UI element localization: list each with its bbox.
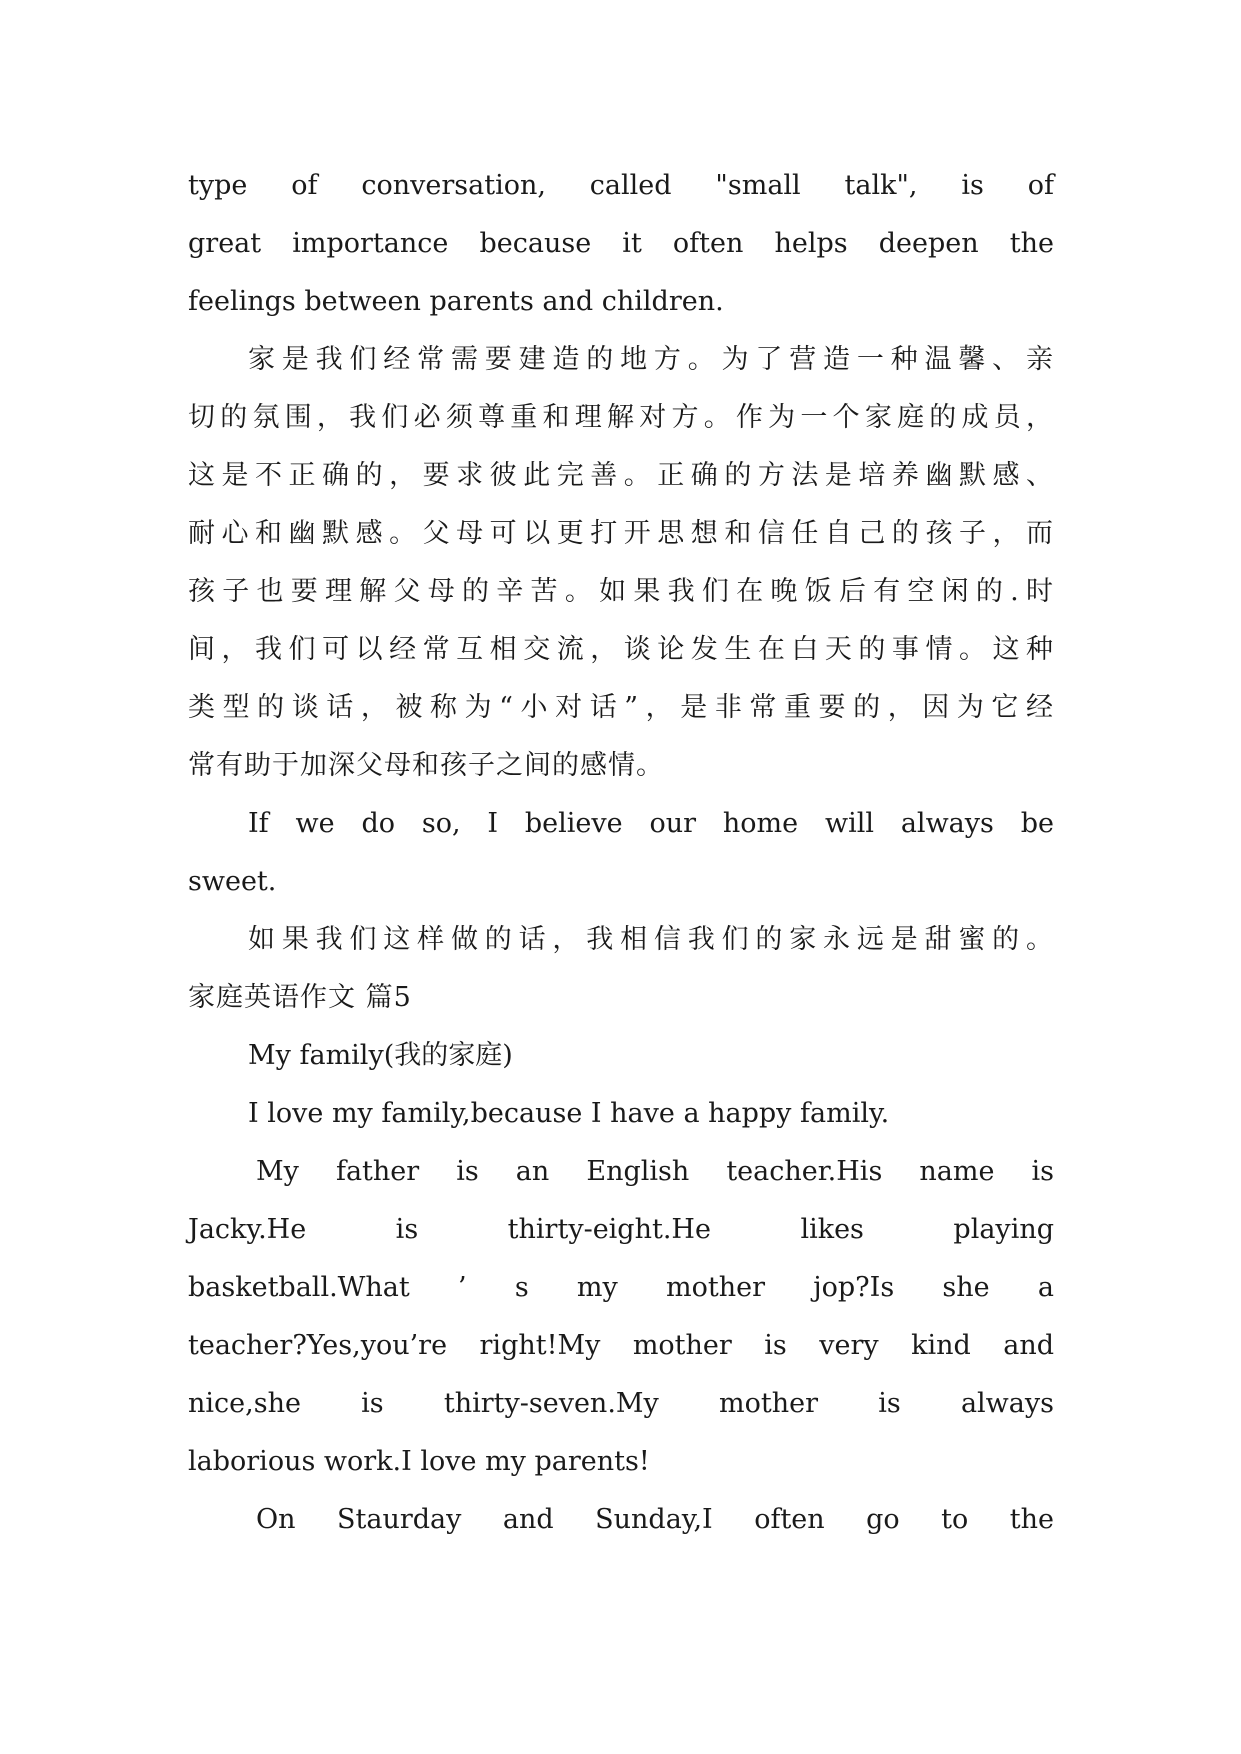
section-heading: 家庭英语作文 篇5: [188, 982, 412, 1013]
text-line: If we do so, I believe our home will always be: [248, 808, 1054, 839]
text-line: 这是不正确的，要求彼此完善。正确的方法是培养幽默感、: [188, 460, 1054, 491]
text-line: 切的氛围，我们必须尊重和理解对方。作为一个家庭的成员，: [188, 402, 1054, 433]
text-line: My father is an English teacher.His name is: [256, 1156, 1054, 1187]
text-line: laborious work.I love my parents!: [188, 1446, 650, 1477]
text-line: 间，我们可以经常互相交流，谈论发生在白天的事情。这种: [188, 634, 1054, 665]
text-line: basketball.What ’ s my mother jop?Is she a: [188, 1272, 1054, 1303]
text-line: feelings between parents and children.: [188, 286, 724, 317]
text-line: nice,she is thirty-seven.My mother is always: [188, 1388, 1054, 1419]
text-line: sweet.: [188, 866, 277, 897]
text-line: 家是我们经常需要建造的地方。为了营造一种温馨、亲: [248, 344, 1054, 375]
text-line: 孩子也要理解父母的辛苦。如果我们在晚饭后有空闲的.时: [188, 576, 1054, 607]
text-line: great importance because it often helps deepen the: [188, 228, 1054, 259]
text-line: 常有助于加深父母和孩子之间的感情。: [188, 750, 664, 781]
text-line: 耐心和幽默感。父母可以更打开思想和信任自己的孩子，而: [188, 518, 1054, 549]
text-line: Jacky.He is thirty-eight.He likes playing: [188, 1214, 1054, 1245]
text-line: I love my family,because I have a happy family.: [248, 1098, 890, 1129]
essay-title: My family(我的家庭): [248, 1040, 513, 1071]
text-line: type of conversation, called "small talk", is of: [188, 170, 1054, 201]
text-line: teacher?Yes,you’re right!My mother is very kind and: [188, 1330, 1054, 1361]
text-line: On Staurday and Sunday,I often go to the: [256, 1504, 1054, 1535]
text-line: 类型的谈话，被称为“小对话”，是非常重要的，因为它经: [188, 692, 1054, 723]
essay-text: [188, 157, 1054, 1549]
text-line: 如果我们这样做的话，我相信我们的家永远是甜蜜的。: [248, 924, 1054, 955]
